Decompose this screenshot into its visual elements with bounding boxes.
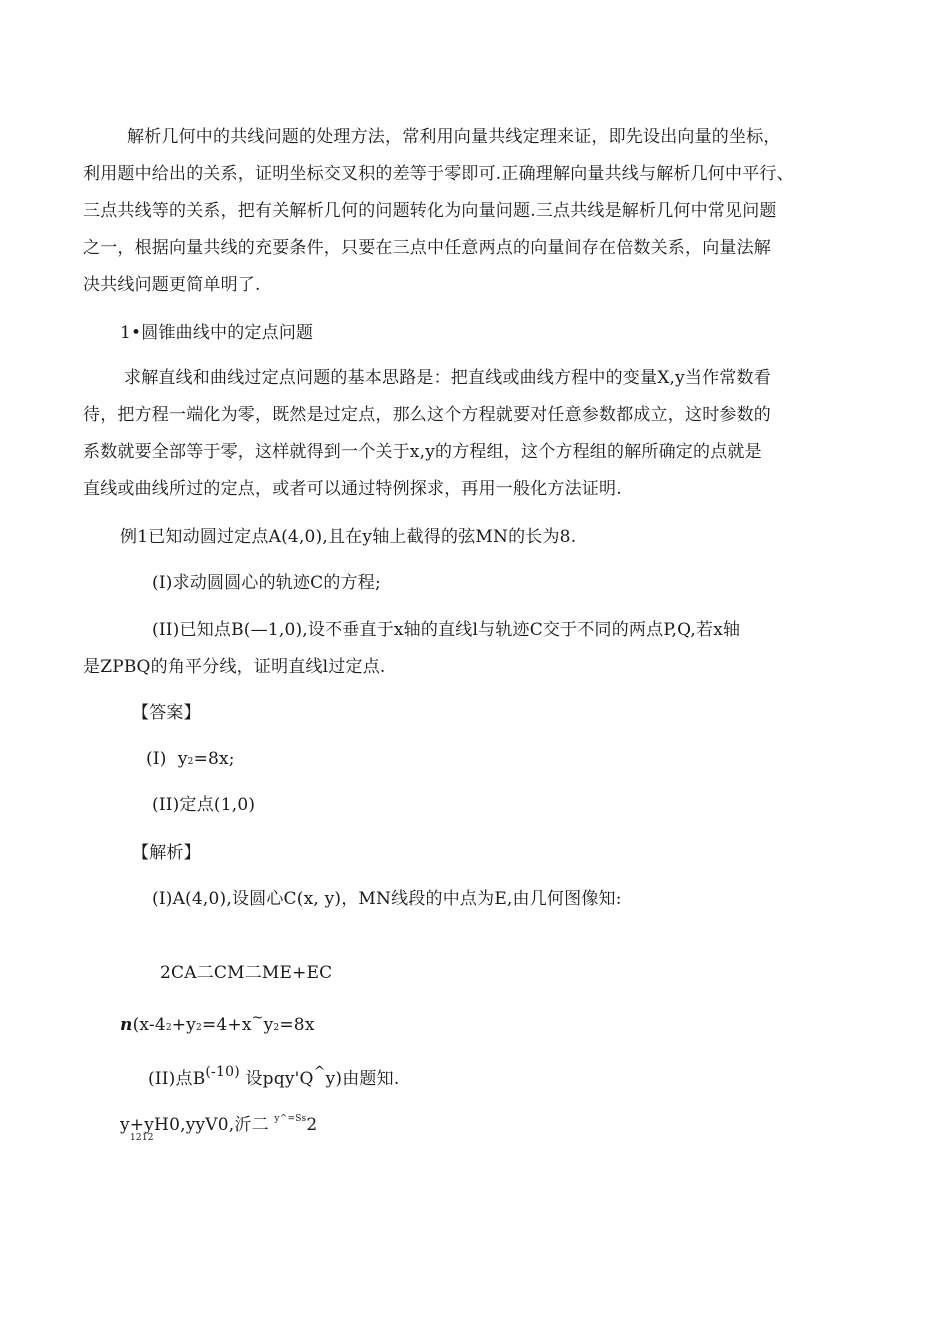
- intro-line-4: 之一，根据向量共线的充要条件，只要在三点中任意两点的向量间存在倍数关系，向量法解: [83, 238, 771, 258]
- section-line-1: 求解直线和曲线过定点问题的基本思路是：把直线或曲线方程中的变量X,y当作常数看: [124, 368, 771, 388]
- line3-subscript: 1212: [130, 1133, 154, 1143]
- intro-line-2: 利用题中给出的关系，证明坐标交叉积的差等于零即可.正确理解向量共线与解析几何中平行、: [83, 164, 794, 184]
- eq2-sub-1: 2: [165, 1023, 172, 1033]
- example-part-1: (I)求动圆圆心的轨迹C的方程;: [152, 573, 381, 593]
- line2-sup: (-10): [205, 1064, 240, 1080]
- answer-part-1: [146, 748, 235, 773]
- intro-line-5: 决共线问题更简单明了.: [83, 275, 261, 295]
- intro-line-1: 解析几何中的共线问题的处理方法，常利用向量共线定理来证，即先设出向量的坐标，: [127, 127, 781, 147]
- eq2-d: y: [263, 1015, 274, 1035]
- section-line-2: 待，把方程一端化为零，既然是过定点，那么这个方程就要对任意参数都成立，这时参数的: [83, 405, 771, 425]
- line2-c: y)由题知.: [325, 1069, 400, 1089]
- eq2-c: =4+x: [201, 1015, 252, 1035]
- eq2-tilde: ~: [251, 1010, 264, 1026]
- section-heading: 1•圆锥曲线中的定点问题: [120, 323, 314, 343]
- line3-b: 2: [306, 1115, 318, 1135]
- example-part-2-line-1: (II)已知点B(—1,0),设不垂直于x轴的直线l与轨迹C交于不同的两点P,Q,若x轴: [152, 620, 741, 640]
- analysis-equation-2: [120, 1010, 315, 1039]
- analysis-label: 【解析】: [132, 843, 201, 863]
- analysis-equation-1: 2CA二CM二ME+EC: [160, 963, 333, 983]
- example-part-2-line-2: 是ZPBQ的角平分线，证明直线l过定点.: [83, 657, 386, 677]
- eq2-e: =8x: [279, 1015, 315, 1035]
- example-title: 例1已知动圆过定点A(4,0),且在y轴上截得的弦MN的长为8.: [120, 527, 577, 547]
- eq2-sub-3: 2: [273, 1023, 280, 1033]
- answer-part-1-sub: 2: [187, 757, 194, 767]
- eq2-sub-2: 2: [196, 1023, 202, 1033]
- analysis-line-2: [148, 1064, 400, 1091]
- analysis-line-1: (I)A(4,0),设圆心C(x, y)，MN线段的中点为E,由几何图像知:: [152, 889, 622, 909]
- eq2-n: n: [120, 1015, 133, 1035]
- line2-caret: ^: [313, 1064, 326, 1080]
- answer-part-1-prefix: (I): [146, 749, 167, 769]
- intro-line-3: 三点共线等的关系，把有关解析几何的问题转化为向量问题.三点共线是解析几何中常见问题: [83, 201, 777, 221]
- answer-part-1-y: y: [177, 749, 188, 769]
- section-line-3: 系数就要全部等于零，这样就得到一个关于x,y的方程组，这个方程组的解所确定的点就是: [83, 442, 762, 462]
- eq2-a: (x-4: [132, 1015, 166, 1035]
- line3-sup: y^=Ss: [274, 1114, 307, 1124]
- line2-b: 设pqy'Q: [245, 1069, 314, 1089]
- answer-part-1-rest: =8x;: [193, 749, 235, 769]
- line2-a: (II)点B: [148, 1069, 206, 1089]
- eq2-b: +y: [171, 1015, 197, 1035]
- section-line-4: 直线或曲线所过的定点，或者可以通过特例探求，再用一般化方法证明.: [83, 479, 622, 499]
- answer-part-2: (II)定点(1,0): [152, 795, 256, 815]
- answer-label: 【答案】: [132, 703, 201, 723]
- line3-a: y+yH0,yyV0,沂二: [120, 1115, 269, 1135]
